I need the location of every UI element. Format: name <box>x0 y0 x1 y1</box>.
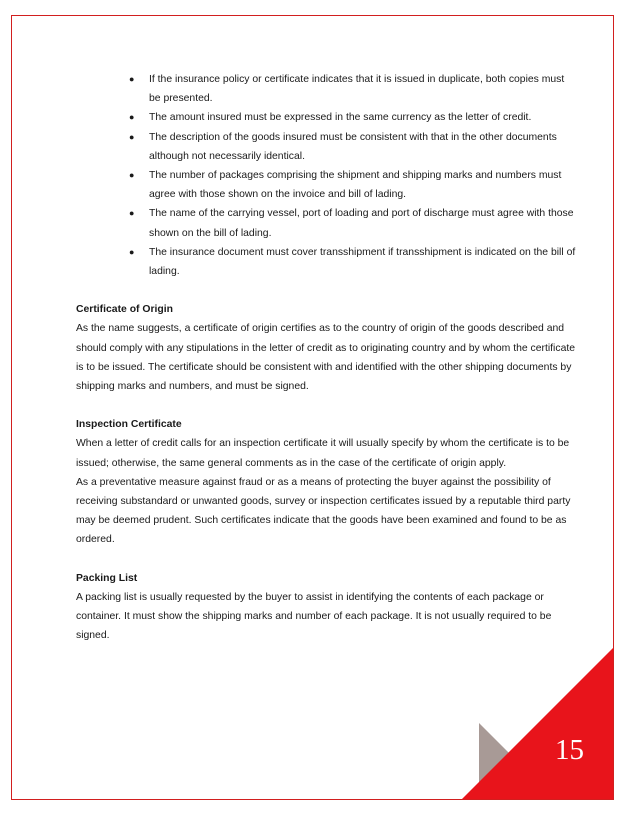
paragraph: As a preventative measure against fraud or as a means of protecting the buyer against the possibility of receiving substandard or unwanted goods, survey or inspection certificates issued by a reputable third party may be deemed prudent. Such certificates indicate that the goods have been examined and found to be as ordered. <box>76 476 571 546</box>
page-number: 15 <box>555 734 584 766</box>
section-heading: Inspection Certificate <box>76 419 182 431</box>
list-item: ● The number of packages comprising the shipment and shipping marks and numbers must agree with those shown on the invoice and bill of lading. <box>149 166 576 204</box>
bullet-icon: ● <box>129 112 135 123</box>
paragraph: As the name suggests, a certificate of origin certifies as to the country of origin of the goods described and should comply with any stipulations in the letter of credit as to originating country and by whom the certificate is to be issued. The certificate should be consistent with and identified with the other shipping documents by shipping marks and numbers, and must be signed. <box>76 323 576 393</box>
corner-decoration <box>12 16 614 800</box>
list-item: ● The description of the goods insured must be consistent with that in the other documents although not necessarily identical. <box>149 128 576 166</box>
list-item: ● The name of the carrying vessel, port of loading and port of discharge must agree with those shown on the bill of lading. <box>149 204 576 242</box>
list-item: ● If the insurance policy or certificate indicates that it is issued in duplicate, both copies must be presented. <box>149 70 576 108</box>
list-item: ● The insurance document must cover transshipment if transshipment is indicated on the bill of lading. <box>149 243 576 281</box>
bullet-icon: ● <box>129 170 135 181</box>
paragraph: When a letter of credit calls for an inspection certificate it will usually specify by whom the certificate is to be issued; otherwise, the same general comments as in the case of the certificate of origin apply. <box>76 438 570 469</box>
bullet-icon: ● <box>129 131 135 142</box>
page-frame <box>11 15 614 800</box>
bullet-icon: ● <box>129 74 135 84</box>
list-item: ● The amount insured must be expressed in the same currency as the letter of credit. <box>149 108 576 127</box>
paragraph: A packing list is usually requested by the buyer to assist in identifying the contents of each package or container. It must show the shipping marks and number of each package. It is not usually required to be signed. <box>76 591 552 642</box>
section-heading: Certificate of Origin <box>76 304 173 316</box>
bullet-icon: ● <box>129 208 135 219</box>
bullet-icon: ● <box>129 246 135 257</box>
section-heading: Packing List <box>76 572 138 584</box>
